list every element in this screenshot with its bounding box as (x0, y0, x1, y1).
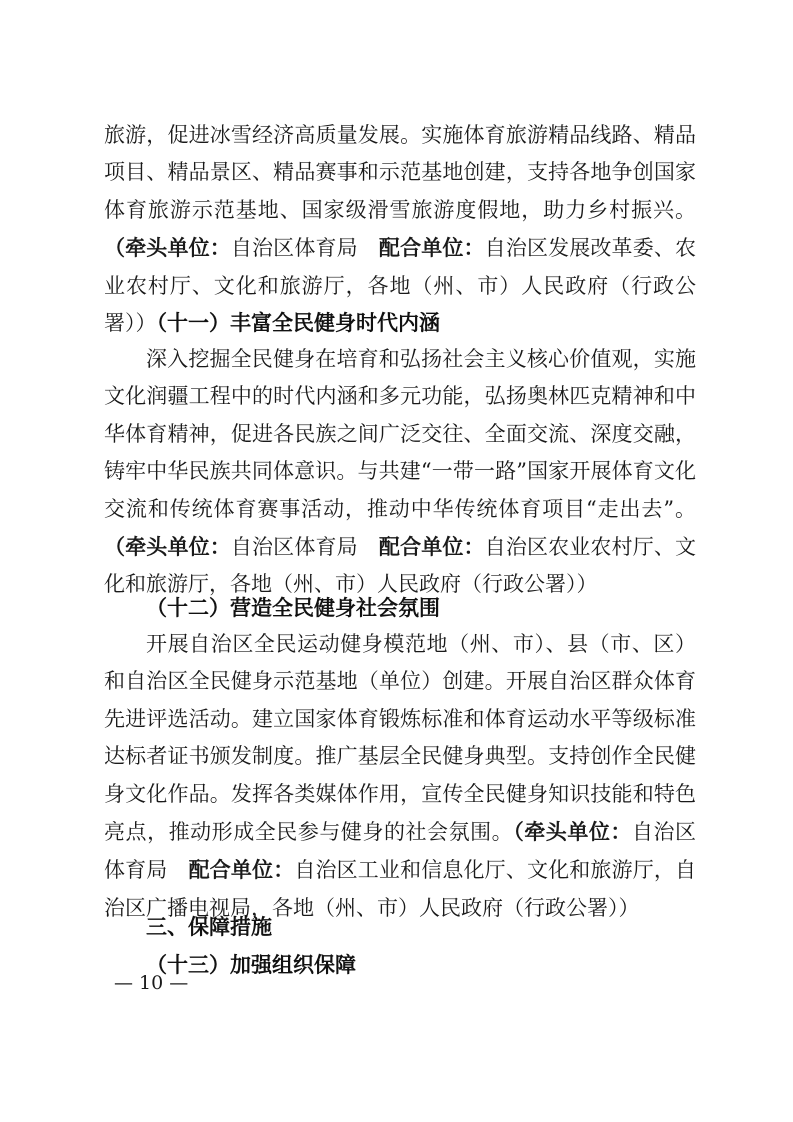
subheading-11: （十一）丰富全民健身时代内涵 (146, 310, 440, 335)
assist-unit-names: 自治区发展改革委、农业农村厅、文化和旅游厅，各地（州、市）人民政府（行政公署）） (104, 236, 697, 336)
lead-unit-label: （牵头单位： (513, 819, 632, 845)
assist-unit-label: 配合单位： (188, 857, 295, 883)
lead-unit-name: 自治区体育局 (230, 535, 358, 560)
assist-unit-names: 自治区工业和信息化厅、文化和旅游厅，自治区广播电视局，各地（州、市）人民政府（行政公署）） (104, 858, 697, 920)
assist-unit-label: 配合单位： (378, 235, 485, 261)
paragraph-fitness-atmosphere (104, 626, 696, 927)
subheading-13: （十三）加强组织保障 (146, 952, 356, 977)
page-number: — 10 — (114, 972, 189, 994)
assist-unit-label: 配合单位： (378, 534, 485, 560)
lead-unit-name: 自治区体育局 (230, 236, 358, 261)
subheading-12: （十二）营造全民健身社会氛围 (146, 595, 440, 620)
assist-unit-names: 自治区农业农村厅、文化和旅游厅，各地（州、市）人民政府（行政公署）） (104, 535, 697, 597)
lead-unit-name: 自治区体育局 (104, 820, 697, 883)
paragraph-body: 开展自治区全民运动健身模范地（州、市）、县（市、区）和自治区全民健身示范基地（单位）创建。开展自治区群众体育先进评选活动。建立国家体育锻炼标准和体育运动水平等级标准达标者证书颁发制度。推广基层全民健身典型。支持创作全民健身文化作品。发挥各类媒体作用，宣传全民健身知识技能和特色亮点，推动形成全民参与健身的社会氛围。 (104, 632, 696, 845)
paragraph-body: 旅游，促进冰雪经济高质量发展。实施体育旅游精品线路、精品项目、精品景区、精品赛事和示范基地创建，支持各地争创国家体育旅游示范基地、国家级滑雪旅游度假地，助力乡村振兴。 (104, 123, 696, 222)
paragraph-body: 深入挖掘全民健身在培育和弘扬社会主义核心价值观，实施文化润疆工程中的时代内涵和多元功能，弘扬奥林匹克精神和中华体育精神，促进各民族之间广泛交往、全面交流、深度交融，铸牢中华民族共同体意识。与共建“一带一路”国家开展体育文化交流和传统体育赛事活动，推动中华传统体育项目“走出去”。 (104, 347, 696, 521)
paragraph-fitness-culture (104, 341, 696, 604)
section-heading-safeguards: 三、保障措施 (146, 915, 272, 939)
lead-unit-label: （牵头单位： (104, 534, 231, 560)
lead-unit-label: （牵头单位： (104, 235, 231, 261)
